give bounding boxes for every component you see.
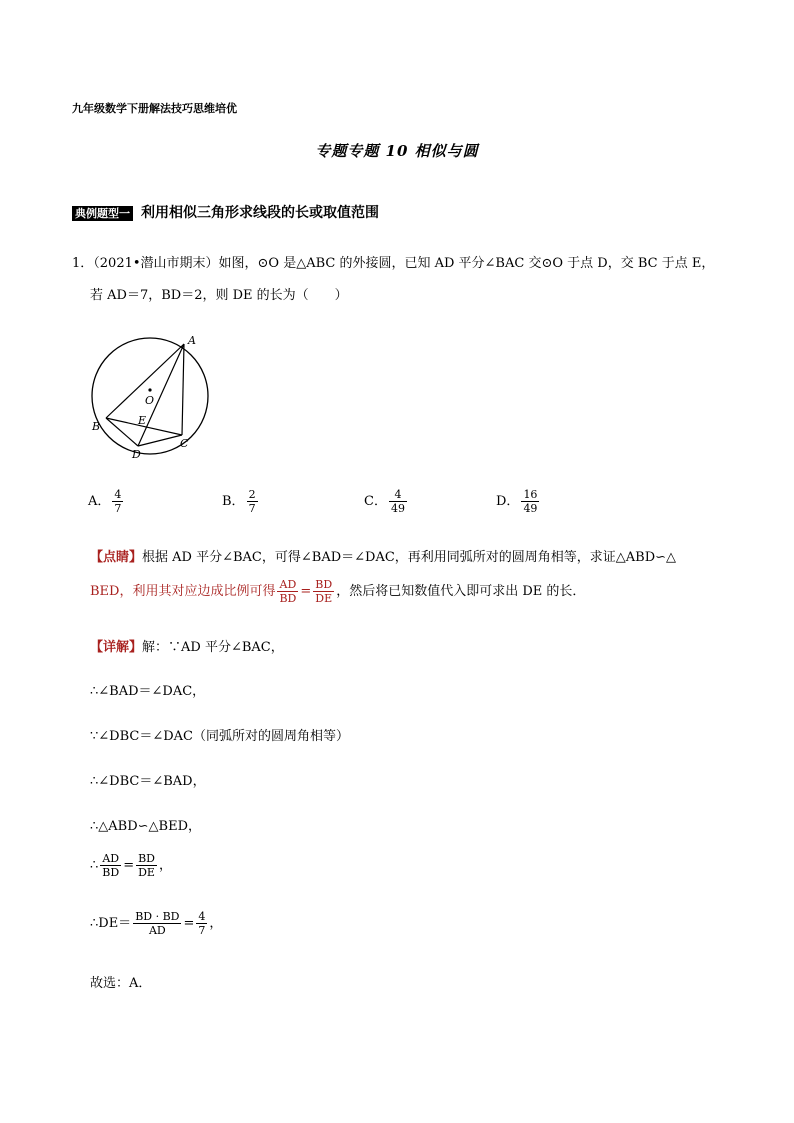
label-d: D <box>132 448 141 460</box>
detail-line-5 <box>90 852 172 879</box>
detail-line-6 <box>90 910 222 937</box>
section-heading <box>72 202 379 222</box>
detail-line-7: 故选：A． <box>90 976 152 991</box>
option-d-den: 49 <box>523 502 538 515</box>
detail-s5-prefix: ∴ <box>90 858 99 873</box>
label-e: E <box>138 414 147 427</box>
option-b-fraction <box>247 488 258 515</box>
hint-fraction-2 <box>313 578 334 605</box>
label-b: B <box>92 420 101 433</box>
page-title: 专题专题 10 相似与圆 <box>315 142 479 160</box>
detail-s5-fraction-1 <box>100 852 121 879</box>
detail-s6-f1-den: AD <box>148 924 166 937</box>
hint-text-2a: BED，利用其对应边成比例可得 <box>90 584 276 599</box>
option-b-label: B． <box>222 494 245 509</box>
hint-f2-den: DE <box>315 592 333 605</box>
question-line-1: 1．（2021•潜山市期末）如图，⊙O 是△ABC 的外接圆，已知 AD 平分∠BAC 交⊙O 于点 D，交 BC 于点 E， <box>72 256 715 271</box>
detail-s5-fraction-2 <box>136 852 157 879</box>
segment-ac <box>182 344 184 435</box>
detail-s5-f2-den: DE <box>138 866 155 879</box>
hint-text-1: 根据 AD 平分∠BAC，可得∠BAD＝∠DAC，再利用同弧所对的圆周角相等，求证△ABD∽△ <box>142 550 677 565</box>
detail-line-3: ∴∠DBC＝∠BAD， <box>90 774 206 789</box>
option-d[interactable] <box>496 488 541 515</box>
detail-text-0: 解：∵AD 平分∠BAC， <box>142 640 284 655</box>
detail-tag: 【详解】 <box>90 640 143 655</box>
option-b-num: 2 <box>248 488 256 501</box>
detail-line-4: ∴△ABD∽△BED， <box>90 819 201 834</box>
option-a-label: A． <box>88 494 111 509</box>
hint-tag: 【点睛】 <box>90 550 143 565</box>
hint-f1-num: AD <box>277 578 298 592</box>
label-c: C <box>180 437 189 450</box>
option-d-fraction <box>521 488 539 515</box>
option-c-label: C． <box>364 494 387 509</box>
option-d-num: 16 <box>523 488 538 501</box>
question-line-2: 若 AD＝7，BD＝2，则 DE 的长为（ ） <box>90 288 348 303</box>
option-c-fraction <box>389 488 407 515</box>
page-header: 九年级数学下册解法技巧思维培优 <box>72 102 237 115</box>
hint-line-2 <box>90 578 585 605</box>
detail-line-1: ∴∠BAD＝∠DAC， <box>90 684 206 699</box>
detail-s6-suffix: ， <box>209 916 223 931</box>
hint-equals: = <box>300 584 312 599</box>
section-tag: 典例题型一 <box>72 206 133 221</box>
detail-s6-fraction-2 <box>196 910 207 937</box>
option-a-den: 7 <box>114 502 122 515</box>
label-o: O <box>145 394 155 407</box>
option-b[interactable] <box>222 488 260 515</box>
detail-s6-f2-den: 7 <box>198 924 206 937</box>
segment-bd <box>106 418 138 446</box>
hint-line-1 <box>90 546 676 565</box>
label-a: A <box>188 334 196 347</box>
detail-s5-f1-den: BD <box>102 866 120 879</box>
hint-f2-num: BD <box>315 578 333 591</box>
option-a[interactable] <box>88 488 125 515</box>
section-text: 利用相似三角形求线段的长或取值范围 <box>141 205 379 221</box>
hint-fraction-1 <box>277 578 298 605</box>
segment-dc <box>138 435 182 446</box>
detail-s6-fraction-1 <box>133 910 181 937</box>
option-c-num: 4 <box>389 488 407 502</box>
detail-line-0 <box>90 636 284 655</box>
option-b-den: 7 <box>248 502 256 515</box>
detail-s6-prefix: ∴DE＝ <box>90 916 132 931</box>
center-point <box>148 388 151 391</box>
detail-s6-f1-num: BD · BD <box>135 910 180 923</box>
detail-s5-suffix: ， <box>159 858 173 873</box>
detail-s5-f1-num: AD <box>100 852 121 866</box>
option-d-label: D． <box>496 494 520 509</box>
option-c[interactable] <box>364 488 409 515</box>
detail-line-2: ∵∠DBC＝∠DAC（同弧所对的圆周角相等） <box>90 729 349 744</box>
detail-s6-f2-num: 4 <box>198 910 206 923</box>
geometry-figure <box>88 332 228 464</box>
detail-s6-equals: = <box>183 916 195 931</box>
option-a-num: 4 <box>114 488 122 501</box>
detail-s5-equals: = <box>123 858 135 873</box>
option-a-fraction <box>112 488 123 515</box>
hint-f1-den: BD <box>279 592 297 605</box>
detail-s5-f2-num: BD <box>138 852 155 865</box>
option-c-den: 49 <box>390 502 405 515</box>
hint-text-2b: ，然后将已知数值代入即可求出 DE 的长． <box>336 584 586 599</box>
